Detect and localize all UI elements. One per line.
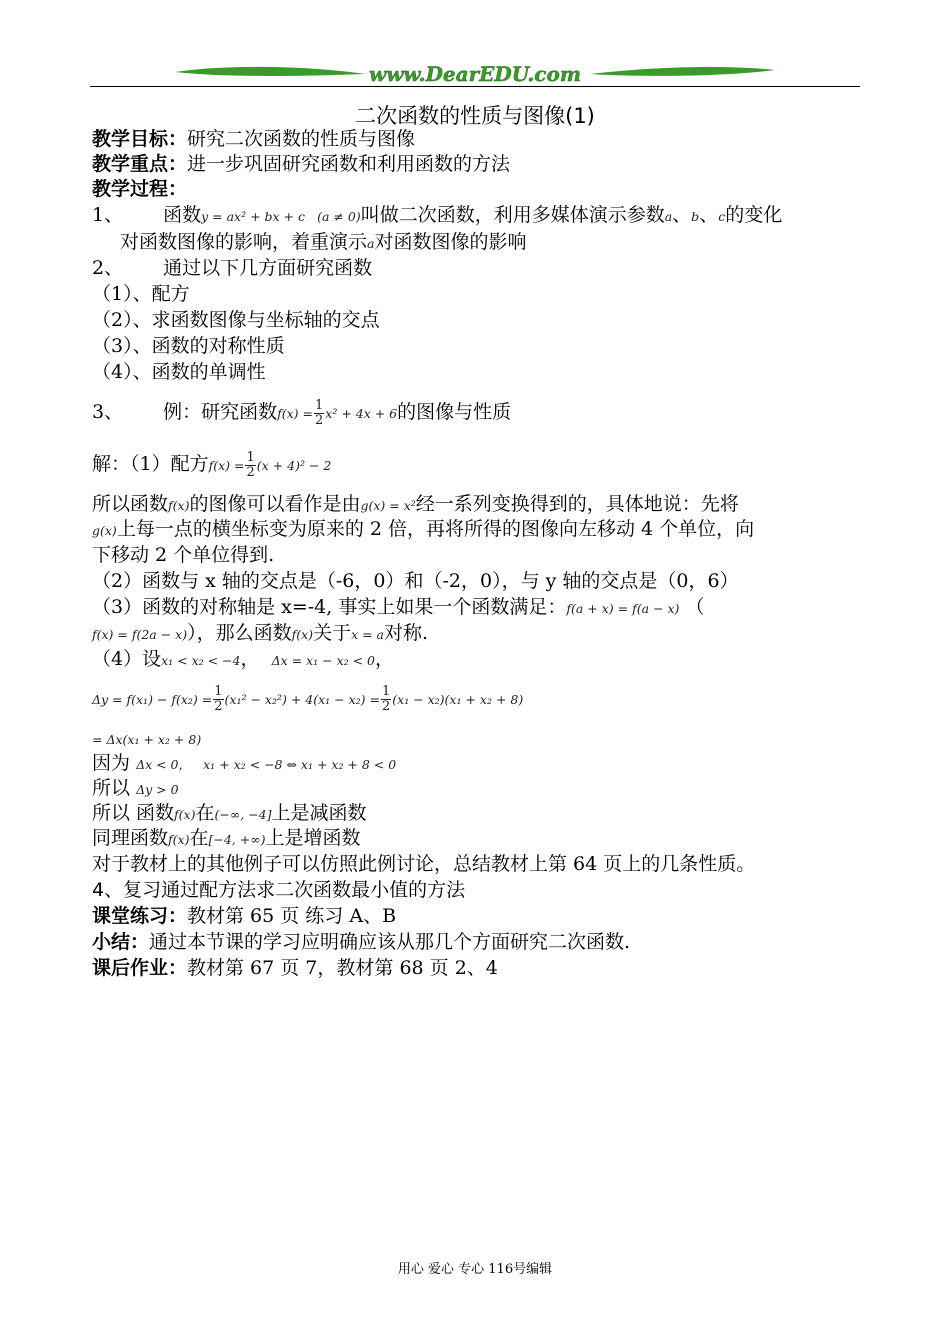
para1-l1-end: 经一系列变换得到的，具体地说：先将 — [415, 493, 739, 515]
item4-line: 4、复习通过配方法求二次函数最小值的方法 — [92, 879, 466, 901]
sol4-end: ， — [375, 648, 395, 670]
item1-mid: 叫做二次函数，利用多媒体演示参数 — [360, 204, 665, 226]
item1-line1 — [92, 203, 782, 229]
sol1-fraction — [245, 451, 255, 480]
item3-lhs: f(x) = — [277, 406, 313, 421]
so2-f: f(x) — [174, 807, 196, 822]
sol3-about: 关于 — [313, 622, 352, 644]
item2-line — [92, 256, 372, 280]
sol3-xa: x = a — [351, 627, 385, 642]
sol4-c1: x₁ < x₂ < −4 — [161, 653, 241, 668]
item2-sub-3: （3）、函数的对称性质 — [92, 335, 285, 357]
because-pre: 因为 — [92, 752, 131, 774]
summary-line — [92, 930, 630, 954]
sol4-pre: （4）设 — [92, 648, 162, 670]
dy-rhs: (x₁ − x₂)(x₁ + x₂ + 8) — [392, 692, 524, 707]
item1-cond: (a ≠ 0) — [317, 209, 361, 224]
item1-line2-pre: 对函数图像的影响，着重演示 — [120, 231, 368, 253]
because-line — [92, 751, 396, 777]
item1-pre: 函数 — [163, 204, 202, 226]
sol1-line — [92, 444, 331, 486]
item2-num: 2、 — [92, 257, 124, 279]
sol2-line: （2）函数与 x 轴的交点是（-6，0）和（-2，0），与 y 轴的交点是（0，6） — [92, 570, 739, 592]
key-text: 进一步巩固研究函数和利用函数的方法 — [187, 153, 511, 175]
item2-sub-1: （1）、配方 — [92, 283, 190, 305]
goal-label: 教学目标： — [92, 128, 188, 150]
item1-num: 1、 — [92, 204, 124, 226]
item1-c: c — [718, 209, 726, 224]
item1-line2-end: 对函数图像的影响 — [374, 231, 527, 253]
sol1-frac-num: 1 — [246, 449, 255, 465]
item2-sub-4: （4）、函数的单调性 — [92, 361, 266, 383]
dy-frac1-den: 2 — [214, 698, 223, 714]
item3-fraction — [314, 399, 324, 428]
item2-text: 通过以下几方面研究函数 — [163, 257, 373, 279]
site-url: www.DearEDU.com — [368, 62, 582, 86]
para1-l2-text: 上每一点的横坐标变为原来的 2 倍，再将所得的图像向左移动 4 个单位，向 — [116, 518, 755, 540]
goal-line — [92, 127, 415, 151]
dy-frac2-num: 1 — [381, 683, 391, 699]
dy2-expr: = Δx(x₁ + x₂ + 8) — [92, 732, 202, 747]
so1-line — [92, 776, 179, 802]
sol4-line — [92, 647, 394, 673]
sol1-pre: 解：（1）配方 — [92, 453, 209, 475]
item1-sep2: 、 — [699, 204, 719, 226]
dy-fraction-1 — [213, 685, 223, 714]
dy-fraction-2 — [381, 685, 391, 714]
sol3-f2: f(x) = f(2a − x) — [92, 627, 188, 642]
item1-end: 的变化 — [725, 204, 783, 226]
sol3-end: 对称. — [384, 622, 429, 644]
page-title: 二次函数的性质与图像(1) — [355, 104, 595, 128]
para1-l1-f: f(x) — [168, 498, 190, 513]
dy-frac1-num: 1 — [214, 683, 223, 699]
practice-label: 课堂练习： — [92, 905, 188, 927]
sol3-pre: （3）函数的对称轴是 x=-4, 事实上如果一个函数满足： — [92, 596, 567, 618]
dy-lhs: Δy = f(x₁) − f(x₂) = — [92, 692, 213, 707]
para1-line1 — [92, 492, 739, 518]
item1-b: b — [691, 209, 700, 224]
sol1-rhs: (x + 4)² − 2 — [256, 458, 332, 473]
homework-line — [92, 956, 498, 980]
homework-label: 课后作业： — [92, 957, 188, 979]
homework-text: 教材第 67 页 7，教材第 68 页 2、4 — [187, 957, 498, 979]
para1-l2-g: g(x) — [92, 523, 117, 538]
item3-end: 的图像与性质 — [397, 401, 512, 423]
key-line — [92, 152, 510, 176]
so2-iv: (−∞, −4] — [214, 807, 272, 822]
sol3-f3: f(x) — [291, 627, 314, 642]
left-swoosh-icon — [175, 67, 365, 76]
para1-l1-mid: 的图像可以看作是由 — [189, 493, 361, 515]
so2-end: 上是减函数 — [271, 802, 367, 824]
so1-c: Δy > 0 — [136, 782, 179, 797]
item1-a: a — [664, 209, 673, 224]
because-c2: x₁ + x₂ < −8 ⇔ x₁ + x₂ + 8 < 0 — [203, 757, 397, 772]
practice-line — [92, 904, 396, 928]
so3-pre: 同理函数 — [92, 827, 169, 849]
header-rule — [90, 86, 860, 87]
item1-sep1: 、 — [672, 204, 692, 226]
item1-line2 — [120, 230, 526, 256]
sol4-comma: ， — [240, 648, 260, 670]
sol3-line2 — [92, 621, 428, 647]
item3-num: 3、 — [92, 401, 124, 423]
so1-pre: 所以 — [92, 777, 131, 799]
page-footer: 用心 爱心 专心 116号编辑 — [397, 1262, 553, 1277]
dy-mid: (x₁² − x₂²) + 4(x₁ − x₂) = — [224, 692, 380, 707]
so3-mid: 在 — [189, 827, 209, 849]
dy-frac2-den: 2 — [381, 698, 391, 714]
para1-line2 — [92, 517, 754, 543]
item3-frac-num: 1 — [315, 397, 324, 413]
summary-text: 通过本节课的学习应明确应该从那几个方面研究二次函数. — [149, 931, 631, 953]
item3-pre: 例：研究函数 — [163, 401, 278, 423]
sol1-lhs: f(x) = — [208, 458, 245, 473]
summary-label: 小结： — [92, 931, 150, 953]
key-label: 教学重点： — [92, 153, 188, 175]
practice-text: 教材第 65 页 练习 A、B — [187, 905, 397, 927]
so2-pre: 所以 函数 — [92, 802, 175, 824]
sol4-c2: Δx = x₁ − x₂ < 0 — [271, 653, 376, 668]
sol3-f1: f(a + x) = f(a − x) — [566, 601, 680, 616]
so2-mid: 在 — [195, 802, 215, 824]
item2-sub-2: （2）、求函数图像与坐标轴的交点 — [92, 309, 380, 331]
dy2-line — [92, 726, 201, 752]
sol3-mid: ），那么函数 — [187, 622, 292, 644]
item3-rhs: x² + 4x + 6 — [325, 406, 398, 421]
so2-line — [92, 801, 367, 827]
para1-l1-pre: 所以函数 — [92, 493, 169, 515]
process-label: 教学过程： — [92, 178, 188, 200]
item1-formula: y = ax² + bx + c — [201, 209, 305, 224]
sol3-line1 — [92, 595, 704, 621]
right-swoosh-icon — [590, 67, 775, 76]
item3-line — [92, 392, 511, 434]
because-c1: Δx < 0， — [136, 757, 192, 772]
so3-iv: [−4, +∞) — [208, 832, 266, 847]
sol3-paren: （ — [685, 596, 705, 618]
so3-end: 上是增函数 — [265, 827, 361, 849]
para1-l1-g: g(x) = x² — [360, 498, 416, 513]
sol1-frac-den: 2 — [246, 464, 255, 480]
process-line — [92, 177, 187, 201]
so3-f: f(x) — [168, 832, 190, 847]
so3-line — [92, 826, 361, 852]
header-logo — [170, 58, 780, 88]
item3-frac-den: 2 — [315, 412, 324, 428]
para1-line3: 下移动 2 个单位得到. — [92, 544, 275, 566]
dy-line — [92, 678, 523, 720]
goal-text: 研究二次函数的性质与图像 — [187, 128, 416, 150]
other-line: 对于教材上的其他例子可以仿照此例讨论，总结教材上第 64 页上的几条性质。 — [92, 853, 756, 875]
item1-line2-a: a — [367, 236, 375, 251]
